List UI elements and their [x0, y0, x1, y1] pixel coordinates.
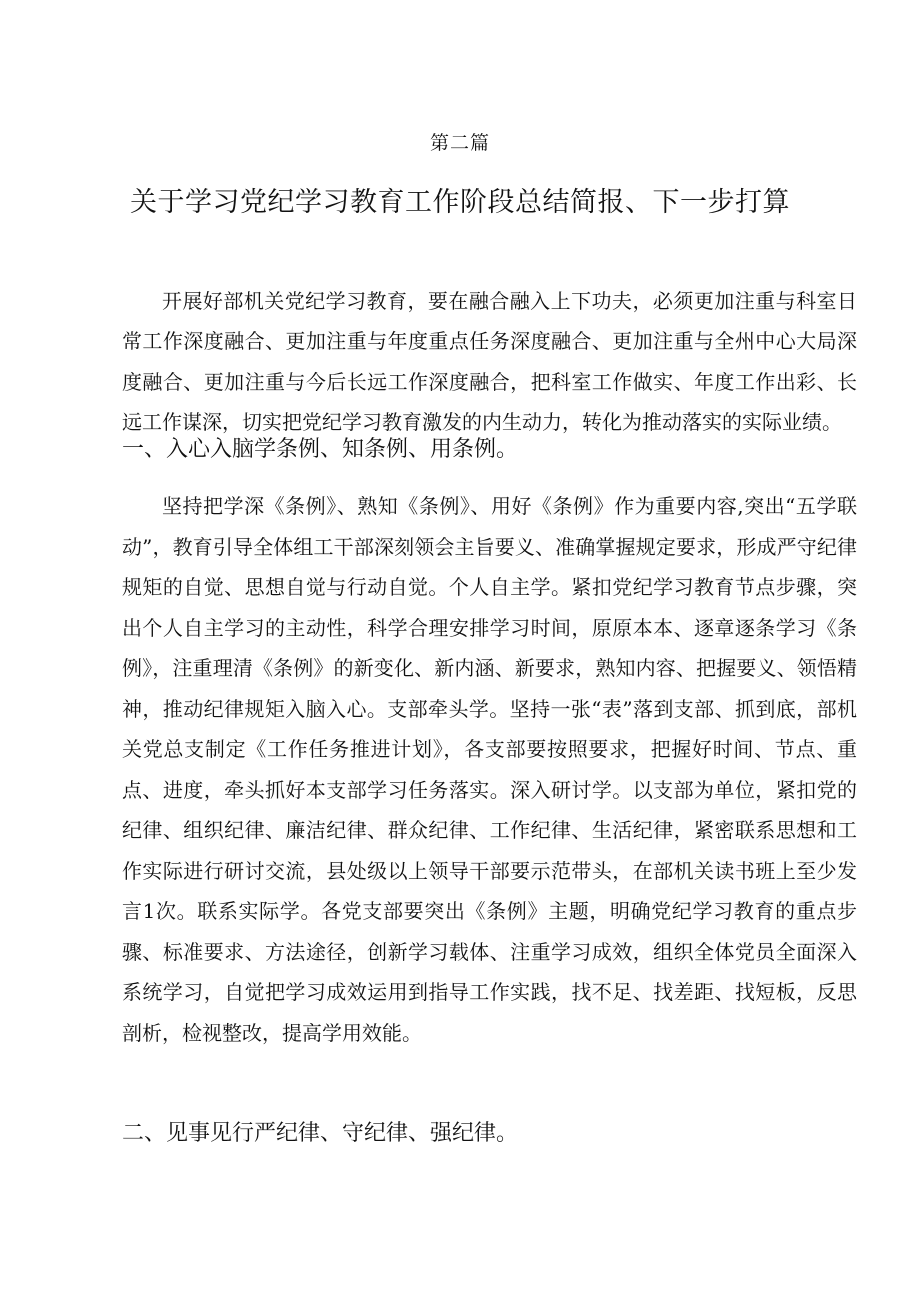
section-2-heading: 二、见事见行严纪律、守纪律、强纪律。 [122, 1121, 519, 1146]
section-1-paragraph [122, 486, 857, 1053]
section-1-text: 坚持把学深《条例》、熟知《条例》、用好《条例》作为重要内容,突出“五学联动”，教育引导全体组工干部深刻领会主旨要义、准确掌握规定要求，形成严守纪律规矩的自觉、思想自觉与行动自觉。个人自主学。紧扣党纪学习教育节点步骤，突出个人自主学习的主动性，科学合理安排学习时间，原原本本、逐章逐条学习《条例》，注重理清《条例》的新变化、新内涵、新要求，熟知内容、把握要义、领悟精神，推动纪律规矩入脑入心。支部牵头学。坚持一张“表”落到支部、抓到底，部机关党总支制定《工作任务推进计划》，各支部要按照要求，把握好时间、节点、重点、进度，牵头抓好本支部学习任务落实。深入研讨学。以支部为单位，紧扣党的纪律、组织纪律、廉洁纪律、群众纪律、工作纪律、生活纪律，紧密联系思想和工作实际进行研讨交流，县处级以上领导干部要示范带头，在部机关读书班上至少发言1次。联系实际学。各党支部要突出《条例》主题，明确党纪学习教育的重点步骤、标准要求、方法途径，创新学习载体、注重学习成效，组织全体党员全面深入系统学习，自觉把学习成效运用到指导工作实践，找不足、找差距、找短板，反思剖析，检视整改，提高学用效能。 [122, 494, 857, 1045]
intro-text: 开展好部机关党纪学习教育，要在融合融入上下功夫，必须更加注重与科室日常工作深度融合、更加注重与年度重点任务深度融合、更加注重与全州中心大局深度融合、更加注重与今后长远工作深度融合，把科室工作做实、年度工作出彩、长远工作谋深，切实把党纪学习教育激发的内生动力，转化为推动落实的实际业绩。 [122, 288, 857, 434]
document-title: 关于学习党纪学习教育工作阶段总结简报、下一步打算 [130, 187, 790, 218]
intro-paragraph [122, 240, 857, 443]
section-1-heading: 一、入心入脑学条例、知条例、用条例。 [122, 437, 519, 462]
chapter-label: 第二篇 [429, 132, 490, 154]
